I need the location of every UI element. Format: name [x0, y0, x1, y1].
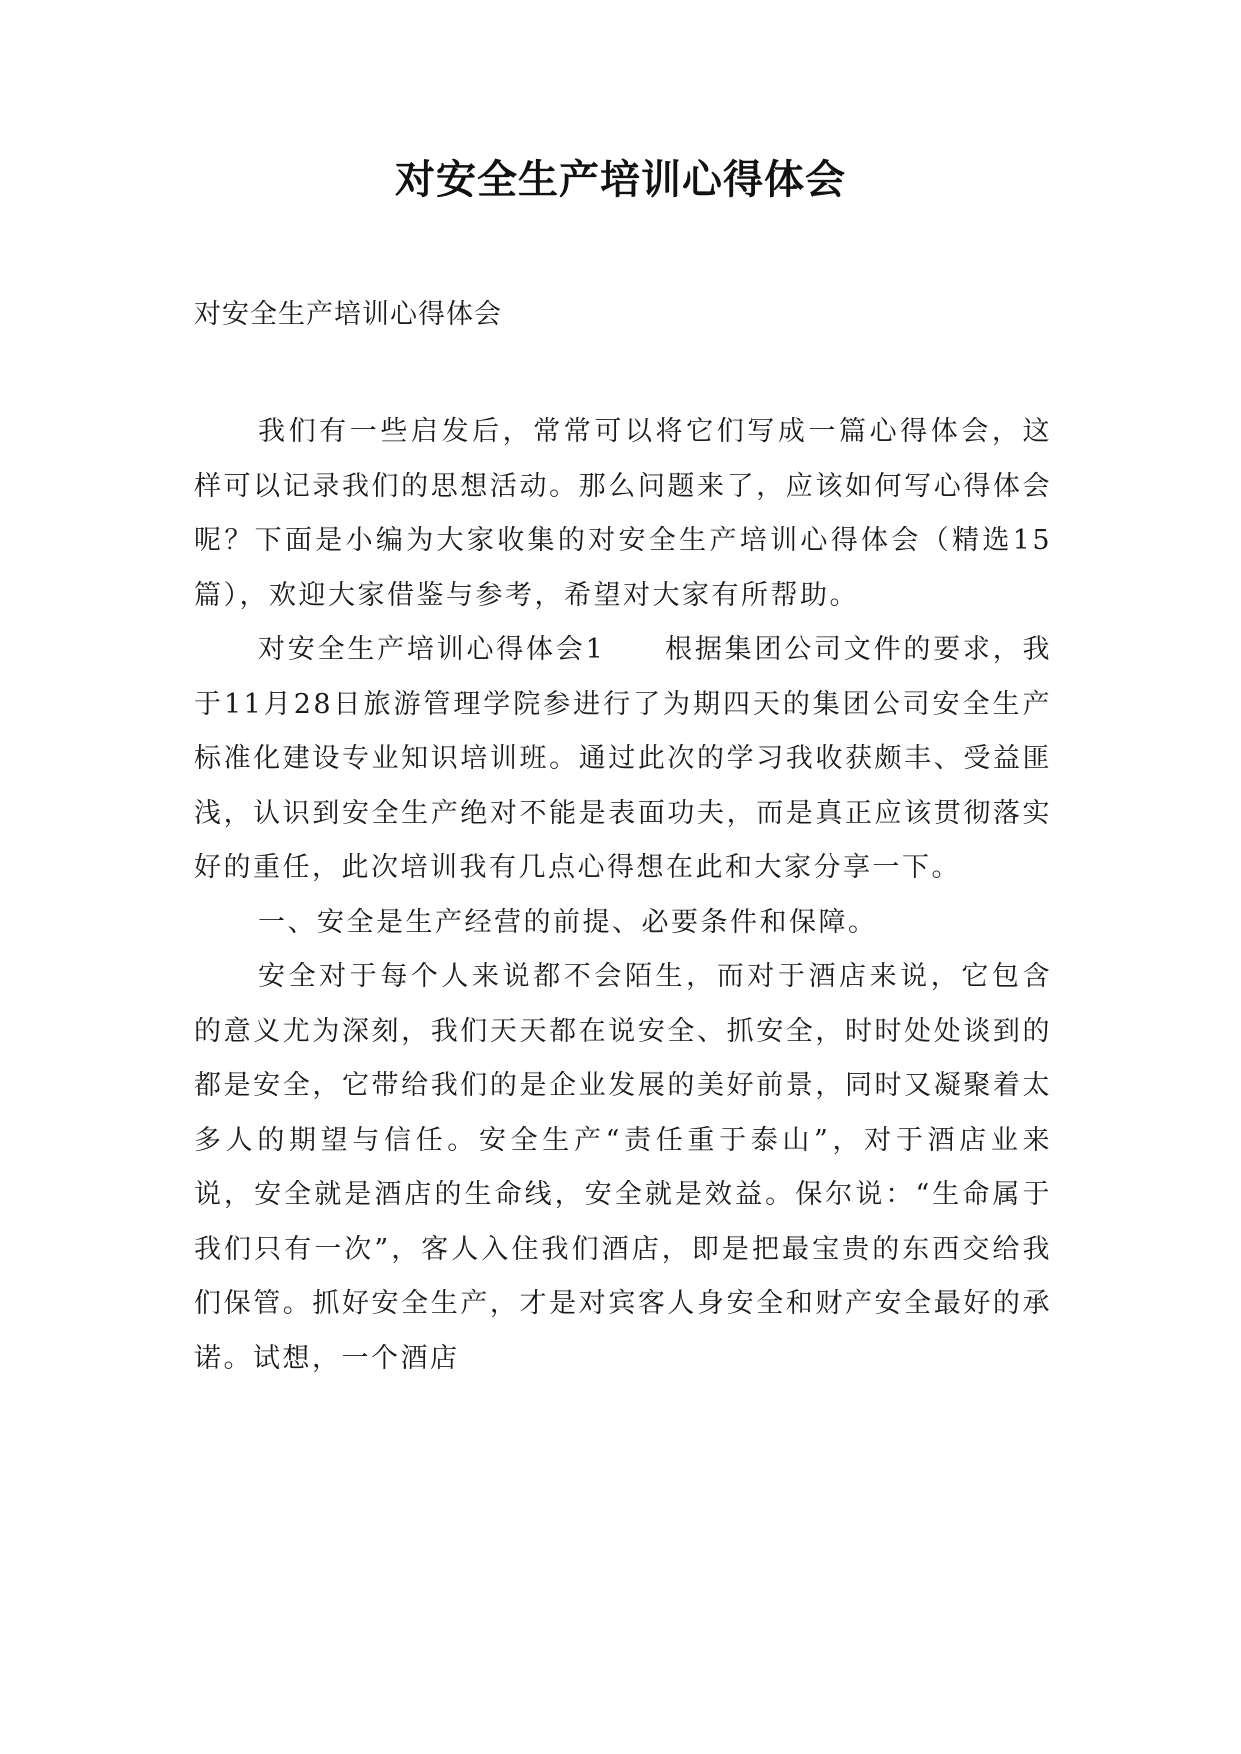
document-body [194, 405, 1052, 1386]
paragraph-intro: 我们有一些启发后，常常可以将它们写成一篇心得体会，这样可以记录我们的思想活动。那么问题来了，应该如何写心得体会呢？下面是小编为大家收集的对安全生产培训心得体会（精选15篇），欢迎大家借鉴与参考，希望对大家有所帮助。 [194, 416, 1052, 611]
paragraph-article-1: 对安全生产培训心得体会1 根据集团公司文件的要求，我于11月28日旅游管理学院参进行了为期四天的集团公司安全生产标准化建设专业知识培训班。通过此次的学习我收获颇丰、受益匪浅，认识到安全生产绝对不能是表面功夫，而是真正应该贯彻落实好的重任，此次培训我有几点心得想在此和大家分享一下。 [194, 634, 1052, 883]
document-subtitle: 对安全生产培训心得体会 [194, 299, 502, 330]
paragraph-heading-1: 一、安全是生产经营的前提、必要条件和保障。 [258, 906, 878, 938]
document-title: 对安全生产培训心得体会 [395, 157, 846, 203]
paragraph-safety: 安全对于每个人来说都不会陌生，而对于酒店来说，它包含的意义尤为深刻，我们天天都在说安全、抓安全，时时处处谈到的都是安全，它带给我们的是企业发展的美好前景，同时又凝聚着太多人的期望与信任。安全生产“责任重于泰山”，对于酒店业来说，安全就是酒店的生命线，安全就是效益。保尔说：“生命属于我们只有一次”，客人入住我们酒店，即是把最宝贵的东西交给我们保管。抓好安全生产，才是对宾客人身安全和财产安全最好的承诺。试想，一个酒店 [194, 961, 1052, 1374]
